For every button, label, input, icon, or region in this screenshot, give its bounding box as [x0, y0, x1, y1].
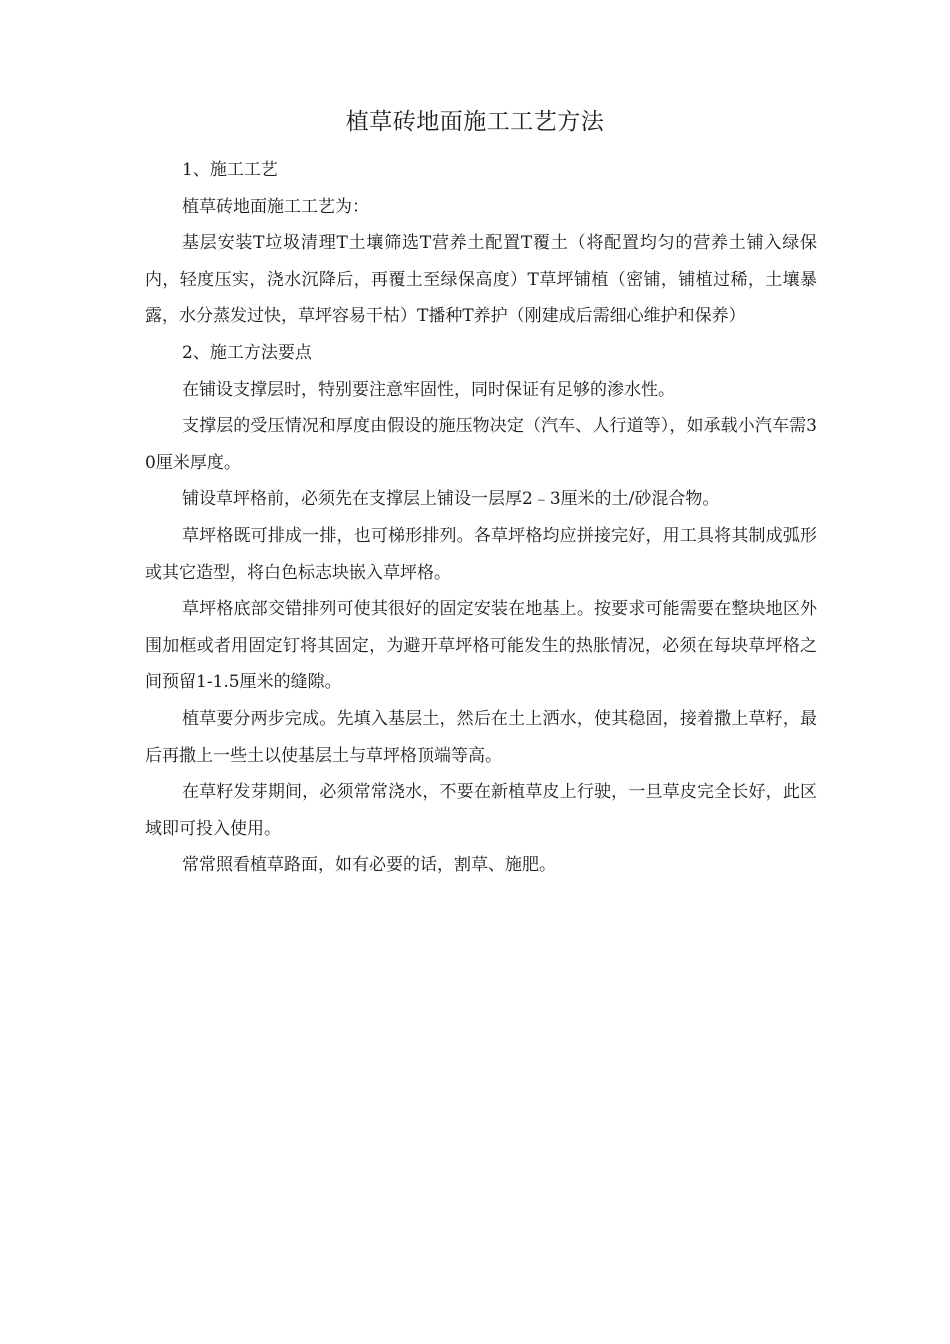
- paragraph-germination-watering: 在草籽发芽期间，必须常常浇水，不要在新植草皮上行驶，一旦草皮完全长好，此区域即可投入使用。: [145, 782, 817, 839]
- paragraph-grid-arrangement: 草坪格既可排成一排，也可梯形排列。各草坪格均应拼接完好，用工具将其制成弧形或其它造型，将白色标志块嵌入草坪格。: [145, 525, 817, 583]
- paragraph-soil-sand-layer: 铺设草坪格前，必须先在支撑层上铺设一层厚2﹣3厘米的土/砂混合物。: [182, 489, 720, 510]
- paragraph-grid-fixing: 草坪格底部交错排列可使其很好的固定安装在地基上。按要求可能需要在整块地区外围加框或者用固定钉将其固定，为避开草坪格可能发生的热胀情况，必须在每块草坪格之间预留1-1.5厘米的缝隙。: [145, 599, 817, 693]
- document-title: 植草砖地面施工工艺方法: [345, 109, 605, 135]
- paragraph-maintenance: 常常照看植草路面，如有必要的话，割草、施肥。: [182, 855, 556, 876]
- section-heading-construction-process: 1、施工工艺: [182, 160, 278, 180]
- section-heading-method-points: 2、施工方法要点: [182, 342, 312, 363]
- paragraph-support-thickness: 支撑层的受压情况和厚度由假设的施压物决定（汽车、人行道等），如承载小汽车需30厘米厚度。: [145, 416, 817, 473]
- paragraph-process-steps: 基层安装T垃圾清理T土壤筛选T营养土配置T覆土（将配置均匀的营养土铺入绿保内，轻度压实，浇水沉降后，再覆土至绿保高度）T草坪铺植（密铺，铺植过稀，土壤暴露，水分蒸发过快，草坪容易干枯）T播种T养护（刚建成后需细心维护和保养）: [145, 233, 817, 327]
- document-body: [145, 152, 817, 884]
- paragraph-support-layer: 在铺设支撑层时，特别要注意牢固性，同时保证有足够的渗水性。: [182, 379, 675, 400]
- paragraph-planting-steps: 植草要分两步完成。先填入基层土，然后在土上洒水，使其稳固，接着撒上草籽，最后再撒上一些土以使基层土与草坪格顶端等高。: [145, 708, 817, 766]
- paragraph-process-intro: 植草砖地面施工工艺为：: [182, 196, 369, 217]
